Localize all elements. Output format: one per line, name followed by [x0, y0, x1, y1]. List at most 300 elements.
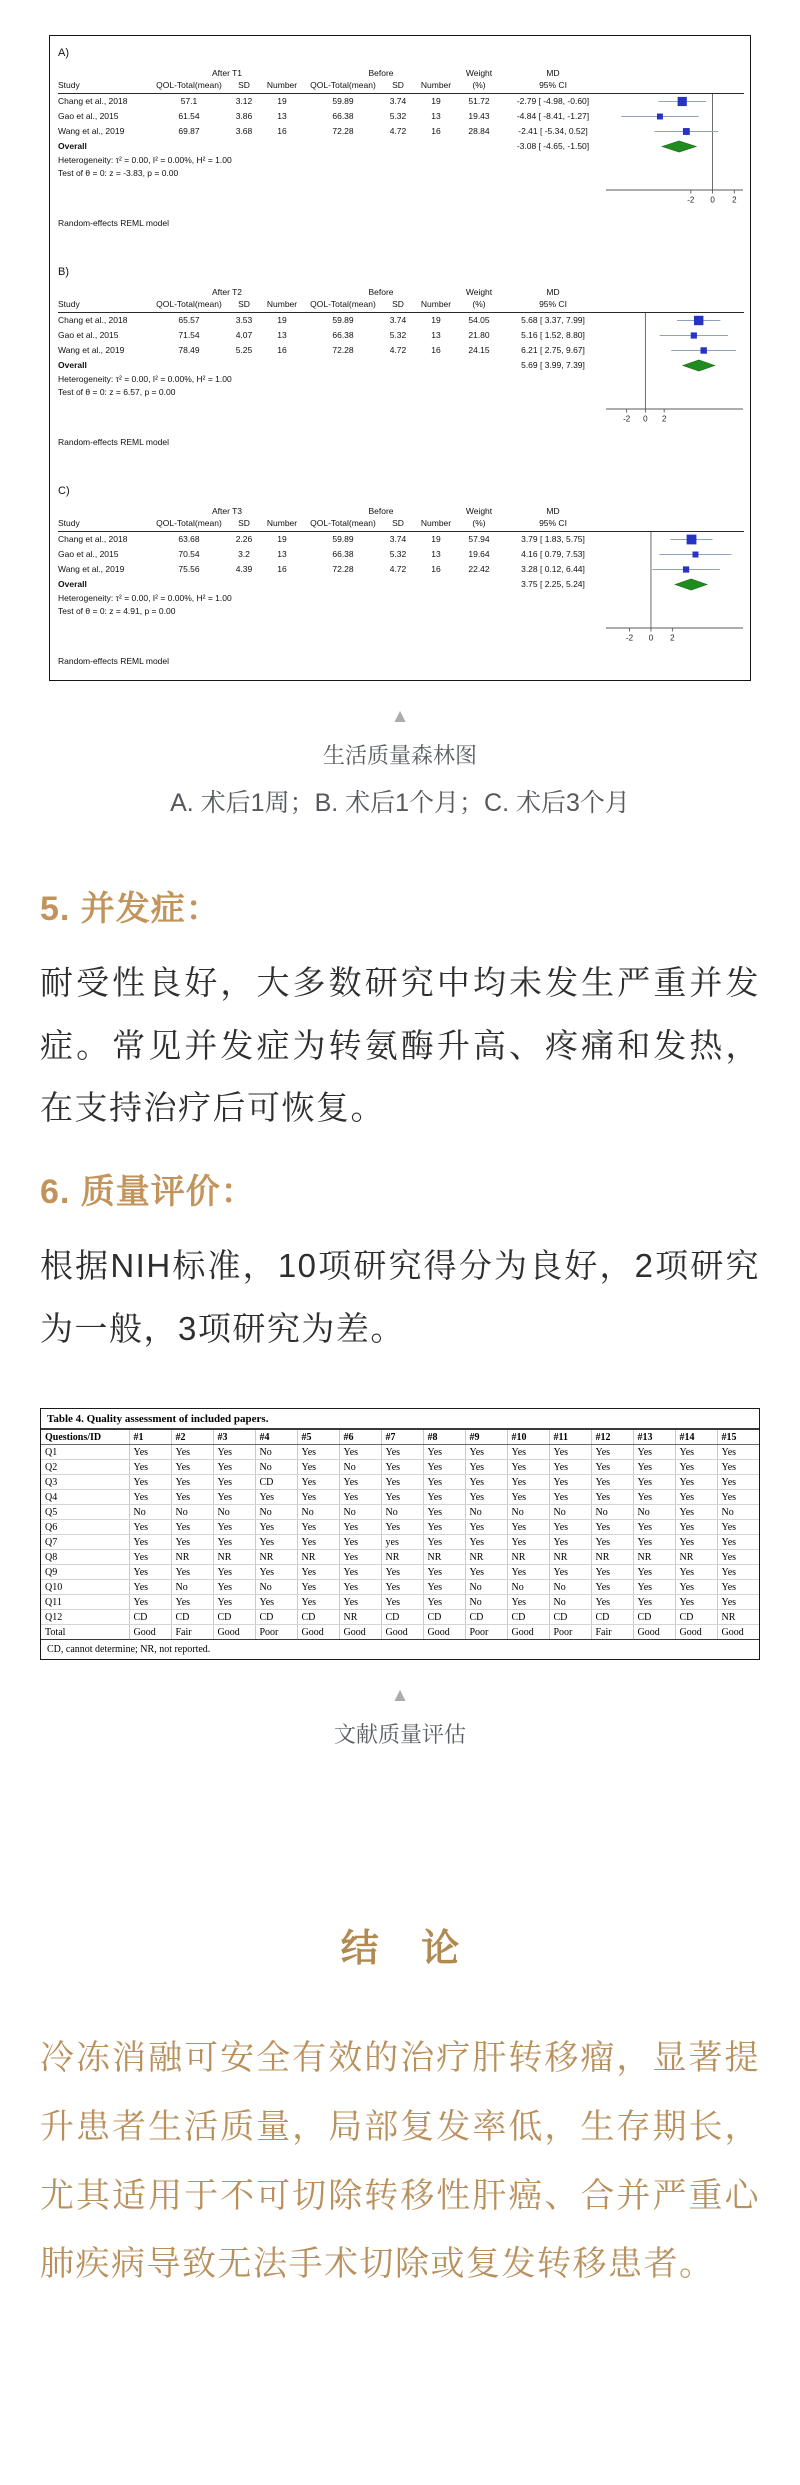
- table-cell: CD: [675, 1610, 717, 1625]
- after-mean: 75.56: [178, 564, 200, 574]
- table-cell: Yes: [423, 1580, 465, 1595]
- table-cell: No: [633, 1505, 675, 1520]
- table-cell: Yes: [423, 1475, 465, 1490]
- before-number: 16: [431, 345, 441, 355]
- after-mean-col-label: QOL-Total(mean): [156, 518, 222, 528]
- before-n-col-label: Number: [420, 299, 452, 309]
- after-mean-col-label: QOL-Total(mean): [156, 80, 222, 90]
- table-cell: Yes: [255, 1565, 297, 1580]
- before-n-col-label: Number: [420, 80, 452, 90]
- table-cell: Yes: [591, 1460, 633, 1475]
- table-column-header: #13: [633, 1430, 675, 1445]
- forest-figure-caption: [40, 707, 760, 819]
- table-cell: Good: [423, 1625, 465, 1640]
- table-cell: CD: [507, 1610, 549, 1625]
- table-cell: Good: [339, 1625, 381, 1640]
- table-cell: Yes: [633, 1445, 675, 1460]
- table-cell: Yes: [213, 1475, 255, 1490]
- table-column-header: #14: [675, 1430, 717, 1445]
- before-mean: 59.89: [332, 534, 354, 544]
- before-sd: 3.74: [389, 315, 407, 325]
- table-cell: Yes: [213, 1520, 255, 1535]
- after-sd-col-label: SD: [238, 518, 250, 528]
- conclusion-section: [40, 1917, 760, 2299]
- before-group-label: Before: [368, 68, 394, 78]
- after-number: 19: [277, 315, 287, 325]
- table-cell: NR: [381, 1550, 423, 1565]
- svg-text:-2: -2: [687, 195, 695, 205]
- table-cell: Yes: [339, 1475, 381, 1490]
- table-cell: Yes: [213, 1565, 255, 1580]
- table-cell: CD: [255, 1475, 297, 1490]
- study-name: Gao et al., 2015: [58, 549, 119, 559]
- before-sd-col-label: SD: [392, 299, 404, 309]
- before-mean: 72.28: [332, 564, 354, 574]
- table-cell: Yes: [297, 1535, 339, 1550]
- table-cell: Yes: [297, 1565, 339, 1580]
- table-cell: yes: [381, 1535, 423, 1550]
- table-row: [41, 1610, 759, 1625]
- table-cell: CD: [465, 1610, 507, 1625]
- after-sd: 3.68: [235, 126, 253, 136]
- study-name: Chang et al., 2018: [58, 315, 128, 325]
- table-cell: Yes: [129, 1520, 171, 1535]
- forest-plot-figure: [49, 35, 751, 681]
- heterogeneity-note: Heterogeneity: τ² = 0.00, I² = 0.00%, H² = 1.00: [58, 374, 232, 384]
- table-cell: Yes: [339, 1565, 381, 1580]
- table-column-header: #12: [591, 1430, 633, 1445]
- model-note: Random-effects REML model: [58, 218, 170, 228]
- forest-panel: [58, 266, 744, 447]
- before-mean: 72.28: [332, 345, 354, 355]
- table-cell: Yes: [129, 1475, 171, 1490]
- ci-col-label: 95% CI: [539, 299, 567, 309]
- before-group-label: Before: [368, 506, 394, 516]
- weight-label: Weight: [465, 287, 493, 297]
- after-mean: 63.68: [178, 534, 200, 544]
- table-cell: No: [549, 1580, 591, 1595]
- table-cell: CD: [423, 1610, 465, 1625]
- table-cell: CD: [633, 1610, 675, 1625]
- table-cell: No: [255, 1445, 297, 1460]
- table-cell: Yes: [675, 1595, 717, 1610]
- table-cell: Yes: [675, 1580, 717, 1595]
- row-id: Total: [41, 1625, 129, 1640]
- conclusion-body: 冷冻消融可安全有效的治疗肝转移瘤，显著提升患者生活质量，局部复发率低，生存期长，尤其适用于不可切除转移性肝癌、合并严重心肺疾病导致无法手术切除或复发转移患者。: [40, 2039, 760, 2284]
- before-sd-col-label: SD: [392, 518, 404, 528]
- table-cell: NR: [423, 1550, 465, 1565]
- table-cell: NR: [465, 1550, 507, 1565]
- row-id: Q8: [41, 1550, 129, 1565]
- table-row: [41, 1460, 759, 1475]
- row-id: Q5: [41, 1505, 129, 1520]
- before-number: 13: [431, 549, 441, 559]
- table-cell: Yes: [717, 1535, 759, 1550]
- table-cell: No: [339, 1505, 381, 1520]
- table-row: [41, 1505, 759, 1520]
- after-mean: 57.1: [180, 96, 198, 106]
- table-cell: Yes: [633, 1535, 675, 1550]
- panel-rows: [58, 313, 744, 429]
- table-cell: NR: [297, 1550, 339, 1565]
- before-number: 13: [431, 330, 441, 340]
- quality-table-header: [41, 1430, 759, 1445]
- table-cell: Good: [675, 1625, 717, 1640]
- before-sd: 4.72: [389, 126, 407, 136]
- before-mean: 59.89: [332, 96, 354, 106]
- table-cell: Yes: [339, 1445, 381, 1460]
- table-column-header: #6: [339, 1430, 381, 1445]
- before-mean: 72.28: [332, 126, 354, 136]
- table-cell: Yes: [129, 1490, 171, 1505]
- panel-label: A): [58, 47, 69, 59]
- before-number: 19: [431, 96, 441, 106]
- weight-percent: 24.15: [468, 345, 490, 355]
- table-cell: Yes: [129, 1535, 171, 1550]
- table-column-header: #1: [129, 1430, 171, 1445]
- before-mean: 66.38: [332, 549, 354, 559]
- table-cell: Yes: [507, 1565, 549, 1580]
- table-title: Table 4. Quality assessment of included papers.: [41, 1409, 759, 1430]
- table-column-header: #8: [423, 1430, 465, 1445]
- after-number: 13: [277, 549, 287, 559]
- table-row: [41, 1535, 759, 1550]
- after-sd: 3.12: [235, 96, 253, 106]
- table-cell: Yes: [213, 1490, 255, 1505]
- table-cell: No: [171, 1505, 213, 1520]
- table-cell: Yes: [423, 1505, 465, 1520]
- forest-plot-canvas: [606, 313, 743, 427]
- svg-text:2: 2: [661, 414, 667, 424]
- table-cell: Yes: [339, 1520, 381, 1535]
- table-cell: CD: [381, 1610, 423, 1625]
- table-row: [41, 1550, 759, 1565]
- svg-text:0: 0: [710, 195, 715, 205]
- table-cell: Yes: [591, 1580, 633, 1595]
- table-footnote: CD, cannot determine; NR, not reported.: [41, 1639, 759, 1659]
- conclusion-title: 结 论: [340, 1928, 476, 1971]
- table-cell: Yes: [633, 1565, 675, 1580]
- overall-label: Overall: [58, 360, 87, 370]
- after-sd-col-label: SD: [238, 299, 250, 309]
- after-sd-col-label: SD: [238, 80, 250, 90]
- table-cell: Yes: [507, 1595, 549, 1610]
- table-cell: NR: [507, 1550, 549, 1565]
- before-sd: 4.72: [389, 345, 407, 355]
- table-cell: Yes: [213, 1580, 255, 1595]
- table-cell: Poor: [549, 1625, 591, 1640]
- table-cell: Yes: [423, 1490, 465, 1505]
- table-cell: Yes: [591, 1490, 633, 1505]
- table-cell: Yes: [255, 1490, 297, 1505]
- table-cell: Good: [721, 1626, 744, 1638]
- table-cell: No: [297, 1505, 339, 1520]
- svg-text:-2: -2: [623, 414, 631, 424]
- study-name: Chang et al., 2018: [58, 534, 128, 544]
- study-col-label: Study: [58, 518, 80, 528]
- table-cell: Yes: [717, 1475, 759, 1490]
- table-cell: Yes: [381, 1565, 423, 1580]
- table-cell: Yes: [381, 1580, 423, 1595]
- svg-text:0: 0: [643, 414, 648, 424]
- table-row: [41, 1580, 759, 1595]
- after-n-col-label: Number: [266, 80, 298, 90]
- md-ci-text: -4.84 [ -8.41, -1.27]: [516, 111, 590, 121]
- table-cell: Yes: [675, 1460, 717, 1475]
- table-cell: Good: [213, 1625, 255, 1640]
- table-cell: Yes: [717, 1580, 759, 1595]
- text-section: [40, 881, 760, 1140]
- triangle-icon: ▲: [390, 1685, 410, 1707]
- before-number: 19: [431, 315, 441, 325]
- table-cell: Fair: [171, 1625, 213, 1640]
- md-ci-text: 3.28 [ 0.12, 6.44]: [521, 564, 585, 574]
- study-name: Wang et al., 2019: [58, 564, 125, 574]
- table-cell: Yes: [675, 1535, 717, 1550]
- test-note: Test of θ = 0: z = 4.91, p = 0.00: [58, 606, 176, 616]
- ci-col-label: 95% CI: [539, 80, 567, 90]
- table-caption-title: 文献质量评估: [333, 1722, 466, 1748]
- table-cell: Yes: [171, 1565, 213, 1580]
- table-cell: Fair: [591, 1625, 633, 1640]
- before-number: 16: [431, 564, 441, 574]
- table-cell: Yes: [507, 1475, 549, 1490]
- model-note: Random-effects REML model: [58, 437, 170, 447]
- before-number: 13: [431, 111, 441, 121]
- panel-group-header: [58, 505, 744, 517]
- table-cell: Yes: [675, 1565, 717, 1580]
- table-cell: Good: [507, 1625, 549, 1640]
- table-cell: No: [465, 1595, 507, 1610]
- overall-md-ci-text: 5.69 [ 3.99, 7.39]: [521, 360, 585, 370]
- study-name: Wang et al., 2019: [58, 345, 125, 355]
- after-number: 13: [277, 330, 287, 340]
- quality-table-figure: [40, 1408, 760, 1660]
- table-cell: Yes: [423, 1520, 465, 1535]
- row-id: Q12: [41, 1610, 129, 1625]
- table-cell: NR: [675, 1550, 717, 1565]
- row-id: Q3: [41, 1475, 129, 1490]
- table-cell: Yes: [213, 1535, 255, 1550]
- weight-percent: 57.94: [468, 534, 490, 544]
- table-cell: Yes: [591, 1445, 633, 1460]
- figure-caption-title: 生活质量森林图: [322, 743, 477, 768]
- after-number: 16: [277, 345, 287, 355]
- table-cell: Yes: [633, 1580, 675, 1595]
- table-cell: No: [339, 1460, 381, 1475]
- before-mean-col-label: QOL-Total(mean): [310, 80, 376, 90]
- table-cell: Yes: [465, 1445, 507, 1460]
- after-group-label: After T1: [211, 68, 243, 78]
- table-cell: Yes: [675, 1505, 717, 1520]
- before-number: 16: [431, 126, 441, 136]
- table-cell: No: [717, 1505, 759, 1520]
- after-mean: 70.54: [178, 549, 200, 559]
- text-section: [40, 1164, 760, 1360]
- table-cell: No: [255, 1580, 297, 1595]
- table-row: [41, 1490, 759, 1505]
- heterogeneity-note: Heterogeneity: τ² = 0.00, I² = 0.00%, H² = 1.00: [58, 155, 232, 165]
- article-page: [0, 35, 800, 2485]
- weight-pct-col-label: (%): [472, 299, 486, 309]
- row-id: Q7: [41, 1535, 129, 1550]
- table-cell: Yes: [129, 1445, 171, 1460]
- after-n-col-label: Number: [266, 299, 298, 309]
- table-cell: Yes: [381, 1475, 423, 1490]
- table-cell: No: [255, 1460, 297, 1475]
- table-cell: No: [507, 1580, 549, 1595]
- panel-label: B): [58, 266, 69, 278]
- table-cell: Yes: [423, 1595, 465, 1610]
- table-cell: Yes: [213, 1460, 255, 1475]
- quality-table: [41, 1430, 759, 1639]
- table-cell: CD: [591, 1610, 633, 1625]
- before-number: 19: [431, 534, 441, 544]
- table-cell: Yes: [633, 1460, 675, 1475]
- weight-percent: 51.72: [468, 96, 490, 106]
- weight-percent: 28.84: [468, 126, 490, 136]
- weight-percent: 19.64: [468, 549, 490, 559]
- panel-column-header: [58, 79, 744, 94]
- table-cell: Yes: [213, 1445, 255, 1460]
- table-cell: Yes: [717, 1445, 759, 1460]
- table-cell: Good: [129, 1625, 171, 1640]
- table-cell: Poor: [255, 1625, 297, 1640]
- table-cell: Yes: [549, 1490, 591, 1505]
- table-cell: Yes: [381, 1445, 423, 1460]
- table-cell: Yes: [129, 1565, 171, 1580]
- table-cell: Yes: [675, 1445, 717, 1460]
- before-sd: 5.32: [389, 549, 407, 559]
- table-row: [41, 1565, 759, 1580]
- md-ci-text: -2.79 [ -4.98, -0.60]: [516, 96, 590, 106]
- table-cell: Good: [381, 1625, 423, 1640]
- table-cell: Yes: [549, 1460, 591, 1475]
- before-sd-col-label: SD: [392, 80, 404, 90]
- table-cell: Yes: [465, 1490, 507, 1505]
- table-cell: NR: [255, 1550, 297, 1565]
- heterogeneity-note: Heterogeneity: τ² = 0.00, I² = 0.00%, H² = 1.00: [58, 593, 232, 603]
- table-row: [41, 1445, 759, 1460]
- table-cell: Poor: [465, 1625, 507, 1640]
- table-cell: No: [465, 1580, 507, 1595]
- table-cell: Yes: [465, 1520, 507, 1535]
- before-group-label: Before: [368, 287, 394, 297]
- forest-panel: [58, 47, 744, 228]
- study-name: Gao et al., 2015: [58, 111, 119, 121]
- quality-table-box: [40, 1408, 760, 1660]
- after-mean: 78.49: [178, 345, 200, 355]
- table-cell: No: [591, 1505, 633, 1520]
- table-cell: Yes: [717, 1565, 759, 1580]
- test-note: Test of θ = 0: z = -3.83, p = 0.00: [58, 168, 179, 178]
- overall-label: Overall: [58, 141, 87, 151]
- before-n-col-label: Number: [420, 518, 452, 528]
- md-label: MD: [546, 68, 560, 78]
- overall-md-ci-text: -3.08 [ -4.65, -1.50]: [516, 141, 590, 151]
- table-cell: Yes: [171, 1460, 213, 1475]
- table-column-header: #4: [255, 1430, 297, 1445]
- table-cell: Yes: [129, 1550, 171, 1565]
- after-sd: 2.26: [235, 534, 253, 544]
- section-body: 根据NIH标准，10项研究得分为良好，2项研究为一般，3项研究为差。: [40, 1247, 760, 1347]
- table-cell: Yes: [591, 1535, 633, 1550]
- quality-table-body: [41, 1445, 759, 1640]
- row-id: Q10: [41, 1580, 129, 1595]
- panel-column-header: [58, 517, 744, 532]
- table-cell: Yes: [549, 1565, 591, 1580]
- after-mean: 69.87: [178, 126, 200, 136]
- before-mean: 66.38: [332, 330, 354, 340]
- after-mean: 61.54: [178, 111, 200, 121]
- table-cell: Yes: [591, 1520, 633, 1535]
- table-cell: Yes: [507, 1520, 549, 1535]
- after-sd: 3.86: [235, 111, 253, 121]
- row-id: Q2: [41, 1460, 129, 1475]
- table-cell: Yes: [171, 1535, 213, 1550]
- table-cell: Yes: [549, 1445, 591, 1460]
- panel-group-header: [58, 286, 744, 298]
- table-cell: Yes: [381, 1595, 423, 1610]
- table-cell: Yes: [591, 1475, 633, 1490]
- table-cell: Yes: [507, 1445, 549, 1460]
- weight-label: Weight: [465, 506, 493, 516]
- table-cell: Yes: [423, 1535, 465, 1550]
- table-column-header: #9: [465, 1430, 507, 1445]
- table-cell: Yes: [633, 1595, 675, 1610]
- weight-percent: 21.80: [468, 330, 490, 340]
- svg-text:2: 2: [670, 633, 675, 643]
- table-cell: CD: [297, 1610, 339, 1625]
- table-cell: Yes: [675, 1475, 717, 1490]
- table-cell: No: [465, 1505, 507, 1520]
- figure-caption-subtitle: A. 术后1周；B. 术后1个月；C. 术后3个月: [170, 789, 630, 817]
- table-row: [41, 1595, 759, 1610]
- md-ci-text: 5.68 [ 3.37, 7.99]: [521, 315, 585, 325]
- table-cell: Yes: [465, 1460, 507, 1475]
- table-cell: Yes: [255, 1520, 297, 1535]
- table-cell: NR: [171, 1550, 213, 1565]
- study-name: Chang et al., 2018: [58, 96, 128, 106]
- svg-text:-2: -2: [625, 633, 634, 643]
- before-sd: 4.72: [389, 564, 407, 574]
- table-cell: Yes: [129, 1580, 171, 1595]
- after-sd: 4.39: [235, 564, 253, 574]
- table-cell: Yes: [675, 1520, 717, 1535]
- panel-column-header: [58, 298, 744, 313]
- table-cell: No: [171, 1580, 213, 1595]
- table-cell: Yes: [297, 1580, 339, 1595]
- table-cell: Yes: [465, 1565, 507, 1580]
- forest-plot-canvas: [606, 532, 743, 646]
- ci-col-label: 95% CI: [539, 518, 567, 528]
- panel-rows: [58, 94, 744, 210]
- after-group-label: After T2: [211, 287, 243, 297]
- table-cell: Yes: [507, 1535, 549, 1550]
- table-cell: Yes: [297, 1460, 339, 1475]
- forest-panels: [58, 47, 744, 666]
- panel-rows: [58, 532, 744, 648]
- row-id: Q9: [41, 1565, 129, 1580]
- table-cell: Yes: [171, 1490, 213, 1505]
- panel-label: C): [58, 485, 70, 497]
- table-cell: Yes: [381, 1490, 423, 1505]
- row-id: Q11: [41, 1595, 129, 1610]
- svg-text:2: 2: [732, 195, 737, 205]
- study-name: Gao et al., 2015: [58, 330, 119, 340]
- table-cell: Yes: [297, 1595, 339, 1610]
- weight-percent: 19.43: [468, 111, 490, 121]
